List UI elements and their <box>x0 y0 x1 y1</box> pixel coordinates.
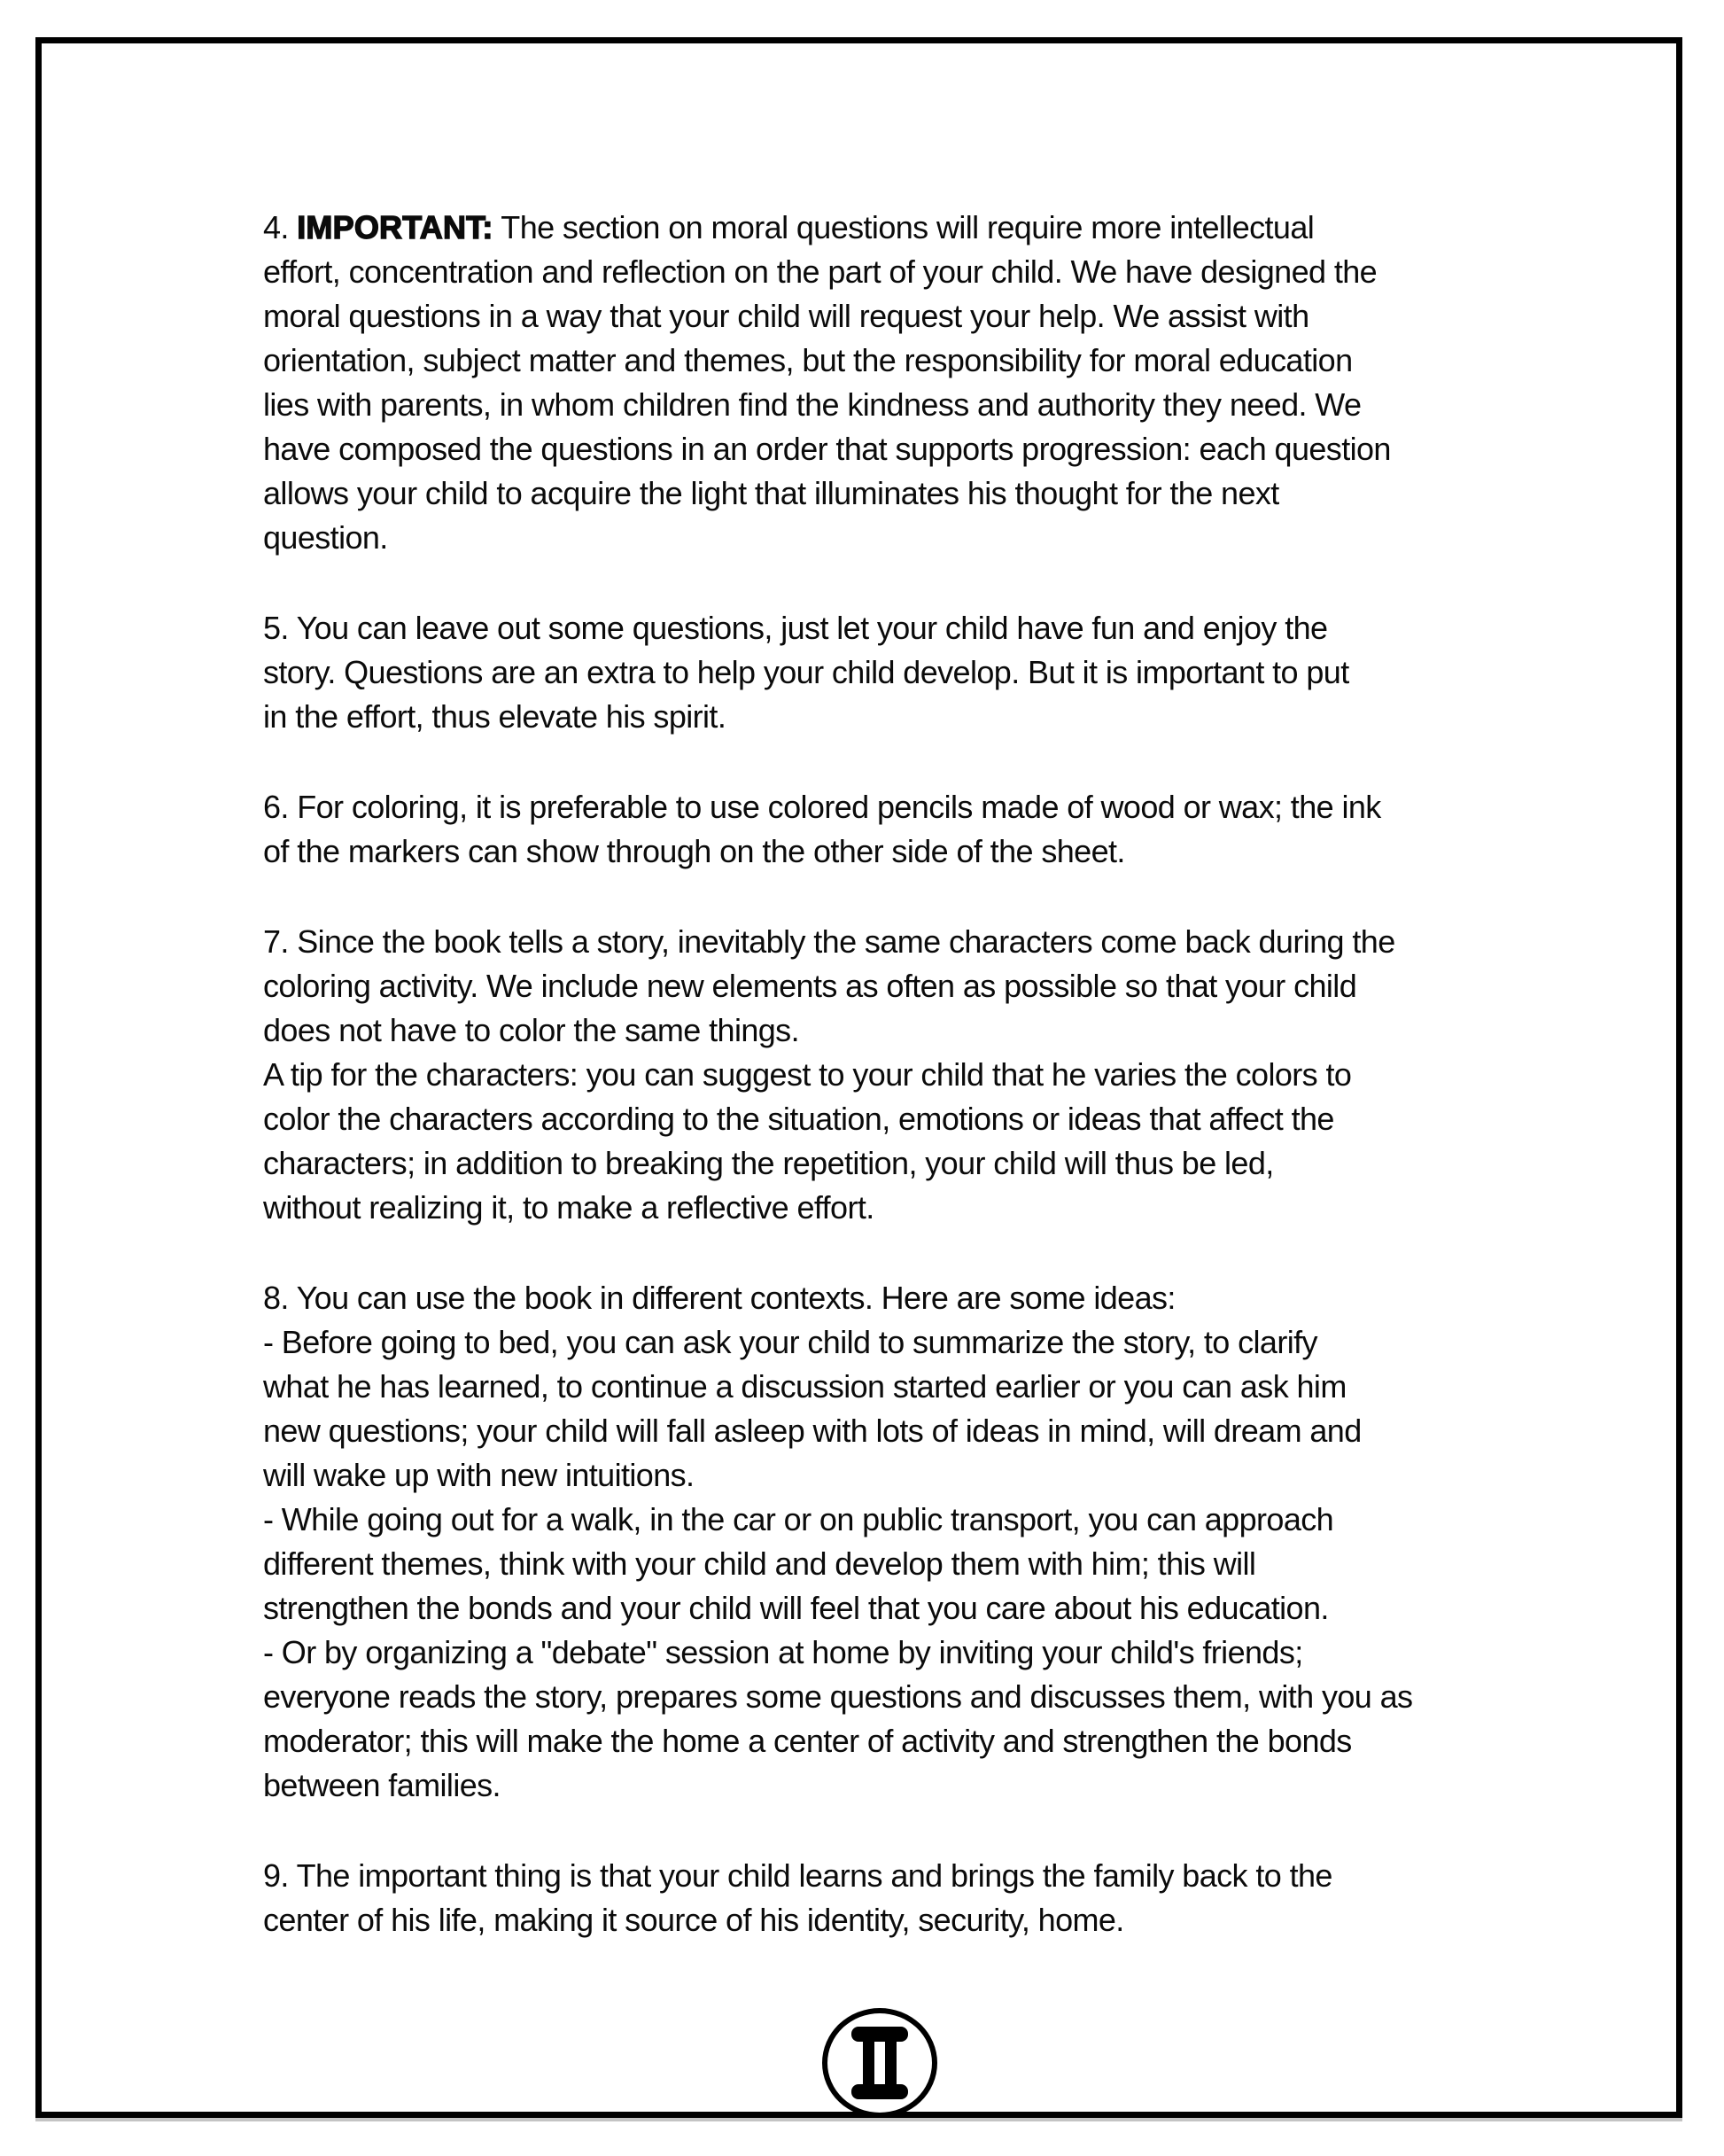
text-line: moderator; this will make the home a center of activity and strengthen the bonds <box>263 1723 1352 1759</box>
paragraph-9 <box>263 1854 1574 1942</box>
page-text-content <box>263 206 1574 1942</box>
paragraph-5 <box>263 606 1574 739</box>
text-line: without realizing it, to make a reflective effort. <box>263 1189 874 1226</box>
text-line: center of his life, making it source of his identity, security, home. <box>263 1902 1124 1938</box>
text-line: in the effort, thus elevate his spirit. <box>263 698 726 735</box>
paragraph-number: 4. <box>263 209 298 245</box>
page-number-badge <box>822 2008 937 2118</box>
text-line: allows your child to acquire the light that illuminates his thought for the next <box>263 475 1279 511</box>
text-line: story. Questions are an extra to help your child develop. But it is important to put <box>263 654 1349 690</box>
text-line: characters; in addition to breaking the repetition, your child will thus be led, <box>263 1145 1274 1181</box>
text-line: of the markers can show through on the other side of the sheet. <box>263 833 1125 869</box>
text-line: what he has learned, to continue a discussion started earlier or you can ask him <box>263 1368 1347 1405</box>
text-line: have composed the questions in an order that supports progression: each question <box>263 431 1391 467</box>
text-line: lies with parents, in whom children find the kindness and authority they need. We <box>263 386 1362 423</box>
text-line: 9. The important thing is that your child learns and brings the family back to the <box>263 1857 1332 1894</box>
text-line: moral questions in a way that your child will request your help. We assist with <box>263 298 1309 334</box>
roman-numeral-ii-icon <box>851 2027 908 2099</box>
text-line: coloring activity. We include new elements as often as possible so that your child <box>263 968 1357 1004</box>
text-line: The section on moral questions will require more intellectual <box>493 209 1315 245</box>
text-line: strengthen the bonds and your child will feel that you care about his education. <box>263 1590 1329 1626</box>
text-line: does not have to color the same things. <box>263 1012 799 1048</box>
paragraph-4 <box>263 206 1574 560</box>
text-line: effort, concentration and reflection on the part of your child. We have designed the <box>263 253 1378 290</box>
text-line: 6. For coloring, it is preferable to use colored pencils made of wood or wax; the ink <box>263 789 1381 825</box>
text-line: - While going out for a walk, in the car or on public transport, you can approach <box>263 1501 1334 1537</box>
text-line: question. <box>263 519 388 556</box>
text-line: - Before going to bed, you can ask your child to summarize the story, to clarify <box>263 1324 1317 1360</box>
page-border-frame <box>35 37 1682 2118</box>
text-line <box>263 206 1574 250</box>
text-line: - Or by organizing a "debate" session at home by inviting your child's friends; <box>263 1634 1303 1670</box>
text-line: different themes, think with your child and develop them with him; this will <box>263 1545 1256 1582</box>
paragraph-6 <box>263 785 1574 874</box>
text-line: 7. Since the book tells a story, inevitably the same characters come back during the <box>263 923 1395 960</box>
text-line: everyone reads the story, prepares some questions and discusses them, with you as <box>263 1678 1413 1715</box>
roman-ii-top-bar <box>851 2027 908 2042</box>
paragraph-7 <box>263 920 1574 1230</box>
important-label: IMPORTANT: <box>297 209 493 245</box>
paragraph-8 <box>263 1276 1574 1808</box>
text-line: new questions; your child will fall asleep with lots of ideas in mind, will dream and <box>263 1413 1362 1449</box>
roman-ii-bottom-bar <box>851 2084 908 2099</box>
text-line: orientation, subject matter and themes, but the responsibility for moral education <box>263 342 1353 378</box>
text-line: A tip for the characters: you can suggest to your child that he varies the colors to <box>263 1056 1352 1093</box>
text-line: 5. You can leave out some questions, just let your child have fun and enjoy the <box>263 610 1328 646</box>
text-line: color the characters according to the situation, emotions or ideas that affect the <box>263 1101 1334 1137</box>
text-line: between families. <box>263 1767 501 1803</box>
text-line: will wake up with new intuitions. <box>263 1457 695 1493</box>
text-line: 8. You can use the book in different contexts. Here are some ideas: <box>263 1280 1176 1316</box>
